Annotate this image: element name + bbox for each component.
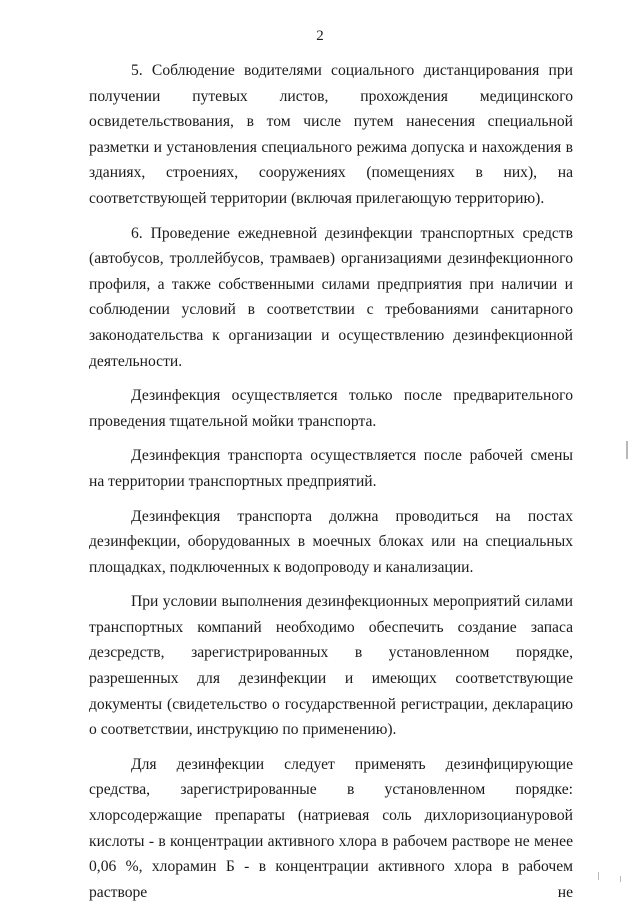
scan-margin-mark <box>598 872 599 880</box>
scan-margin-mark <box>626 441 628 459</box>
paragraph-disinfectant-agents: Для дезинфекции следует применять дезинфицирующие средства, зарегистрированные в установленном порядке: хлорсодержащие препараты (натриевая соль дихлоризоциануровой кислоты - в концентрации активного хлора в рабочем растворе не менее 0,06 %, хлорамин Б - в концентрации активного хлора в рабочем растворе не <box>89 755 573 901</box>
paragraph-item-5: 5. Соблюдение водителями социального дистанцирования при получении путевых листов, прохождения медицинского освидетельствования, в том числе путем нанесения специальной разметки и установления специального режима допуска и нахождения в зданиях, строениях, сооружениях (помещениях в них), на соответствующей территории (включая прилегающую территорию). <box>89 62 573 207</box>
paragraph-disinfection-after-shift: Дезинфекция транспорта осуществляется после рабочей смены на территории транспортных предприятий. <box>89 447 573 490</box>
document-body <box>89 58 573 905</box>
paragraph-item-6: 6. Проведение ежедневной дезинфекции транспортных средств (автобусов, троллейбусов, трамваев) организациями дезинфекционного профиля, а также собственными силами предприятия при наличии и соблюдении условий в соответствии с требованиями санитарного законодательства к организации и осуществлению дезинфекционной деятельности. <box>89 224 573 370</box>
paragraph-disinfectant-supply: При условии выполнения дезинфекционных мероприятий силами транспортных компаний необходимо обеспечить создание запаса дезсредств, зарегистрированных в установленном порядке, разрешенных для дезинфекции и имеющих соответствующие документы (свидетельство о государственной регистрации, декларацию о соответствии, инструкцию по применению). <box>89 593 573 739</box>
paragraph-disinfection-posts: Дезинфекция транспорта должна проводиться на постах дезинфекции, оборудованных в моечных блоках или на специальных площадках, подключенных к водопроводу и канализации. <box>89 507 573 576</box>
page-number: 2 <box>316 28 324 44</box>
scan-margin-mark <box>620 876 621 882</box>
paragraph-disinfection-after-washing: Дезинфекция осуществляется только после предварительного проведения тщательной мойки транспорта. <box>89 387 573 430</box>
